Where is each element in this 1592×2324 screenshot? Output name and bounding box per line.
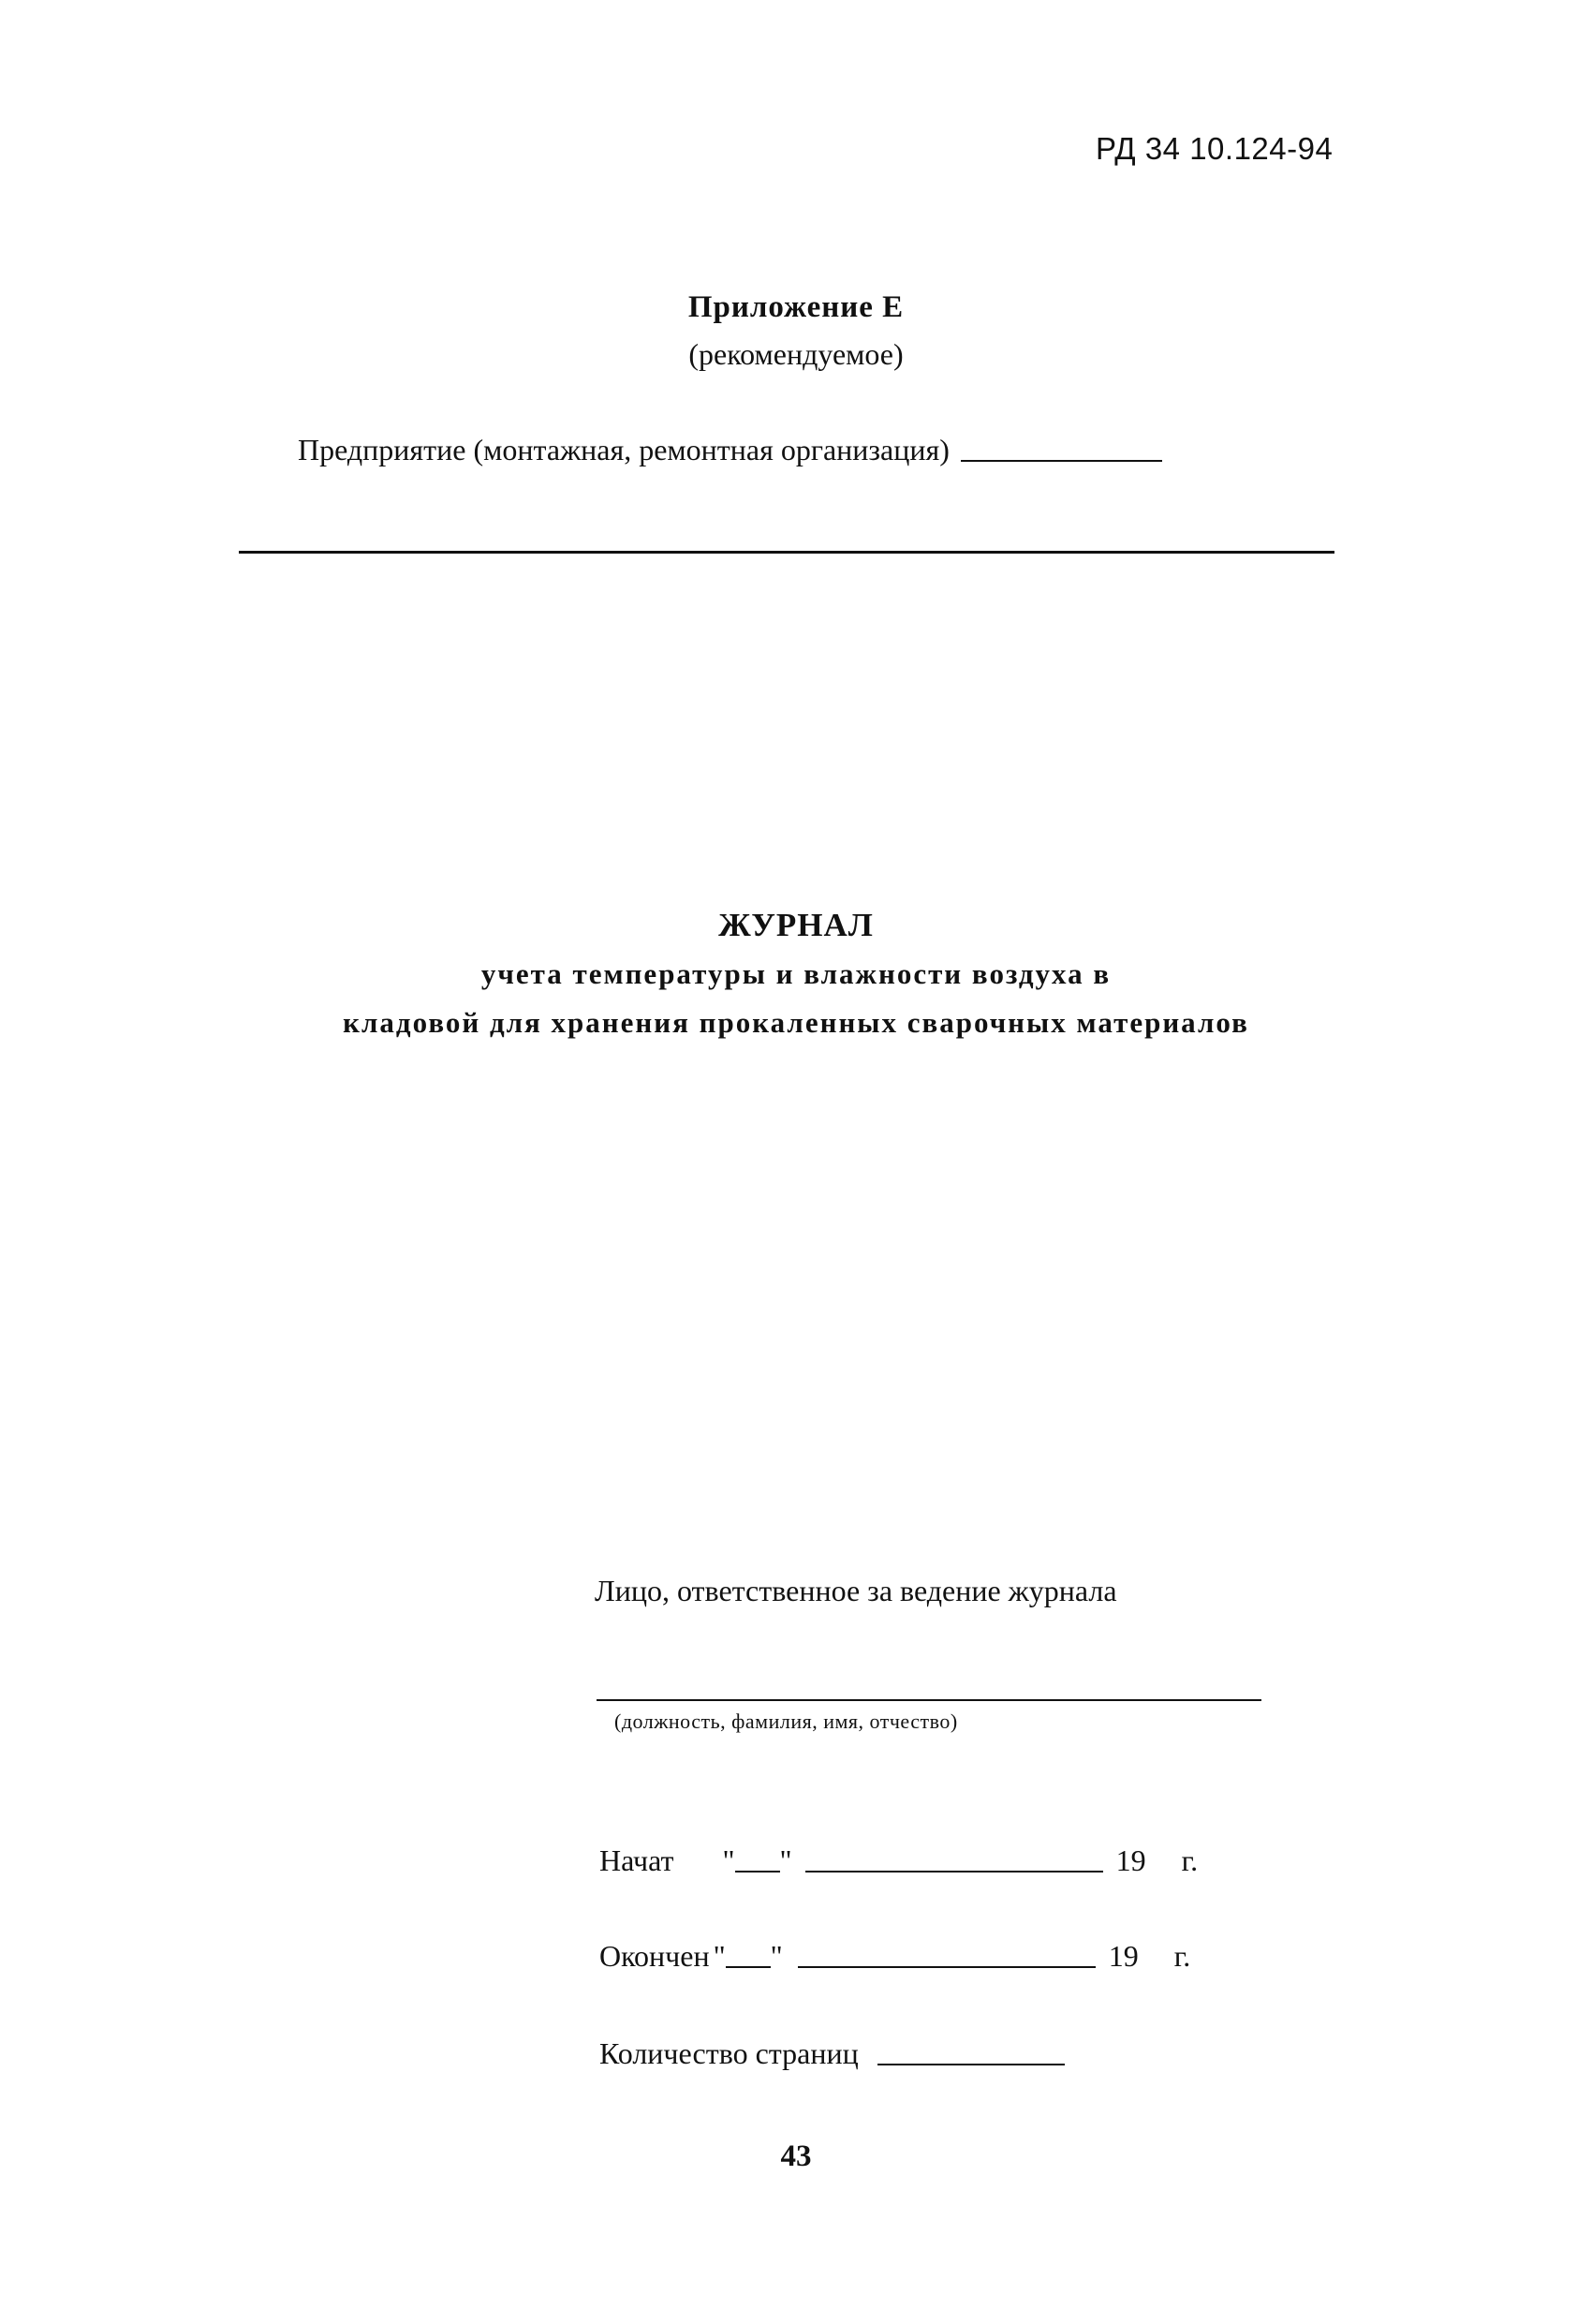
responsible-label: Лицо, ответственное за ведение журнала [595, 1574, 1117, 1607]
page-number: 43 [780, 2139, 812, 2173]
ended-label: Окончен [599, 1939, 710, 1973]
responsible-caption: (должность, фамилия, имя, отчество) [614, 1710, 958, 1733]
enterprise-row [298, 433, 1162, 467]
started-label: Начат [599, 1843, 674, 1877]
ended-month-line[interactable] [798, 1966, 1096, 1968]
appendix-title: Приложение Е [687, 290, 905, 324]
appendix-note: (рекомендуемое) [688, 337, 904, 371]
pages-row [599, 2036, 1065, 2071]
journal-subtitle-line2: кладовой для хранения прокаленных сварочных материалов [343, 1006, 1249, 1039]
started-date-row [599, 1843, 1198, 1878]
ended-day-line[interactable] [726, 1966, 771, 1968]
enterprise-label: Предприятие (монтажная, ремонтная организация) [298, 433, 950, 466]
ended-date-row [599, 1939, 1190, 1974]
journal-subtitle-line1: учета температуры и влажности воздуха в [480, 957, 1112, 990]
enterprise-fill-line[interactable] [961, 460, 1162, 462]
pages-label: Количество страниц [599, 2036, 859, 2070]
enterprise-fill-line-full[interactable] [239, 551, 1334, 554]
close-quote: " [770, 1939, 783, 1973]
started-day-line[interactable] [735, 1871, 780, 1873]
ended-year-prefix: 19 [1108, 1939, 1139, 1973]
ended-year-suffix: г. [1173, 1939, 1191, 1973]
document-code: РД 34 10.124-94 [1096, 131, 1334, 166]
pages-fill-line[interactable] [877, 2064, 1065, 2065]
open-quote: " [722, 1843, 735, 1877]
started-year-suffix: г. [1181, 1843, 1199, 1877]
close-quote: " [779, 1843, 792, 1877]
started-year-prefix: 19 [1115, 1843, 1146, 1877]
journal-title: ЖУРНАЛ [718, 907, 874, 943]
open-quote: " [713, 1939, 726, 1973]
started-month-line[interactable] [805, 1871, 1103, 1873]
responsible-fill-line[interactable] [597, 1699, 1261, 1701]
